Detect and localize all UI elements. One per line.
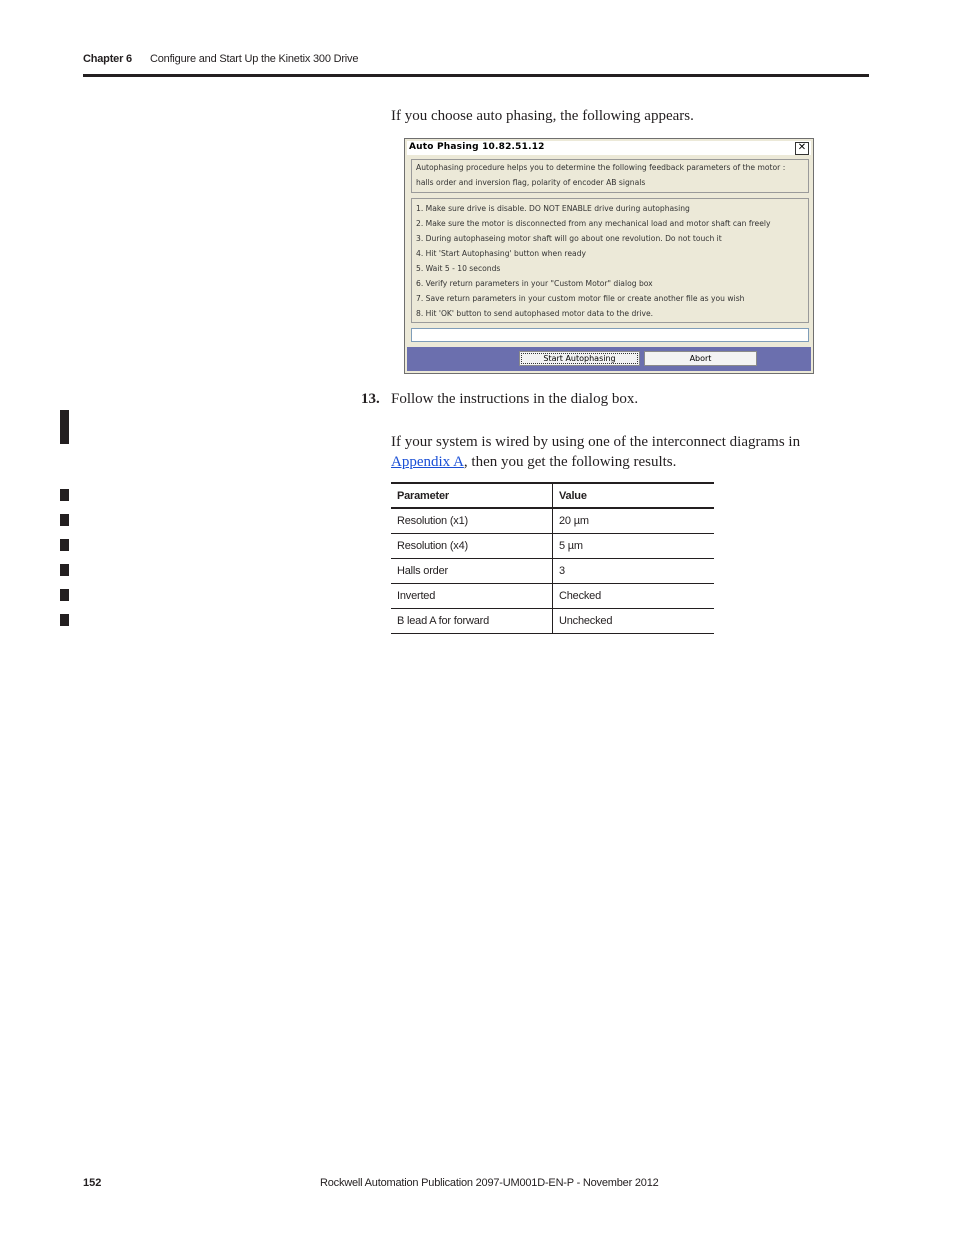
page-number: 152 [83, 1177, 102, 1189]
column-header-value: Value [553, 483, 715, 508]
header-rule [83, 74, 869, 77]
description-line: halls order and inversion flag, polarity of encoder AB signals [416, 178, 646, 187]
paragraph-text: If your system is wired by using one of the interconnect diagrams in [391, 434, 801, 450]
change-bar [60, 589, 69, 601]
value-cell: Unchecked [553, 609, 715, 634]
change-bar [60, 410, 69, 444]
parameter-cell: B lead A for forward [391, 609, 553, 634]
appendix-a-link[interactable]: Appendix A [391, 454, 464, 470]
instruction-step: 4. Hit 'Start Autophasing' button when ready [416, 249, 587, 258]
dialog-button-bar [407, 347, 811, 371]
table-row [391, 534, 714, 559]
table-row [391, 584, 714, 609]
table-header-row [391, 483, 714, 508]
auto-phasing-dialog [404, 138, 814, 374]
dialog-instructions [411, 198, 809, 323]
instruction-step: 6. Verify return parameters in your "Custom Motor" dialog box [416, 279, 653, 288]
intro-text: If you choose auto phasing, the following appears. [391, 108, 694, 124]
instruction-step: 3. During autophaseing motor shaft will go about one revolution. Do not touch it [416, 234, 722, 243]
start-autophasing-button[interactable]: Start Autophasing [519, 351, 640, 366]
status-field[interactable] [411, 328, 809, 342]
change-bar [60, 564, 69, 576]
change-bar [60, 539, 69, 551]
header-title: Configure and Start Up the Kinetix 300 Drive [150, 53, 359, 65]
instruction-step: 1. Make sure drive is disable. DO NOT ENABLE drive during autophasing [416, 204, 690, 213]
change-bar [60, 514, 69, 526]
results-paragraph [391, 432, 841, 472]
paragraph-text-end: , then you get the following results. [463, 454, 677, 470]
value-cell: Checked [553, 584, 715, 609]
step-number: 13. [361, 391, 380, 407]
description-line: Autophasing procedure helps you to determine the following feedback parameters of the motor : [416, 163, 786, 172]
close-icon[interactable]: ✕ [795, 142, 809, 155]
column-header-parameter: Parameter [391, 483, 553, 508]
dialog-title: Auto Phasing 10.82.51.12 [409, 142, 545, 152]
parameter-cell: Resolution (x4) [391, 534, 553, 559]
value-cell: 20 µm [553, 508, 715, 534]
value-cell: 3 [553, 559, 715, 584]
header-chapter: Chapter 6 [83, 53, 132, 65]
instruction-step: 7. Save return parameters in your custom motor file or create another file as you wish [416, 294, 745, 303]
table-row [391, 559, 714, 584]
publication-info: Rockwell Automation Publication 2097-UM001D-EN-P - November 2012 [320, 1177, 659, 1189]
change-bar [60, 489, 69, 501]
abort-button[interactable]: Abort [644, 351, 757, 366]
change-bar [60, 614, 69, 626]
instruction-step: 5. Wait 5 - 10 seconds [416, 264, 501, 273]
table-row [391, 609, 714, 634]
table-row [391, 508, 714, 534]
parameter-cell: Resolution (x1) [391, 508, 553, 534]
parameter-cell: Inverted [391, 584, 553, 609]
value-cell: 5 µm [553, 534, 715, 559]
step-text: Follow the instructions in the dialog box. [391, 391, 639, 407]
results-table [391, 482, 714, 634]
dialog-titlebar [407, 141, 811, 155]
instruction-step: 8. Hit 'OK' button to send autophased motor data to the drive. [416, 309, 654, 318]
parameter-cell: Halls order [391, 559, 553, 584]
instruction-step: 2. Make sure the motor is disconnected from any mechanical load and motor shaft can freely [416, 219, 771, 228]
dialog-description [411, 159, 809, 193]
